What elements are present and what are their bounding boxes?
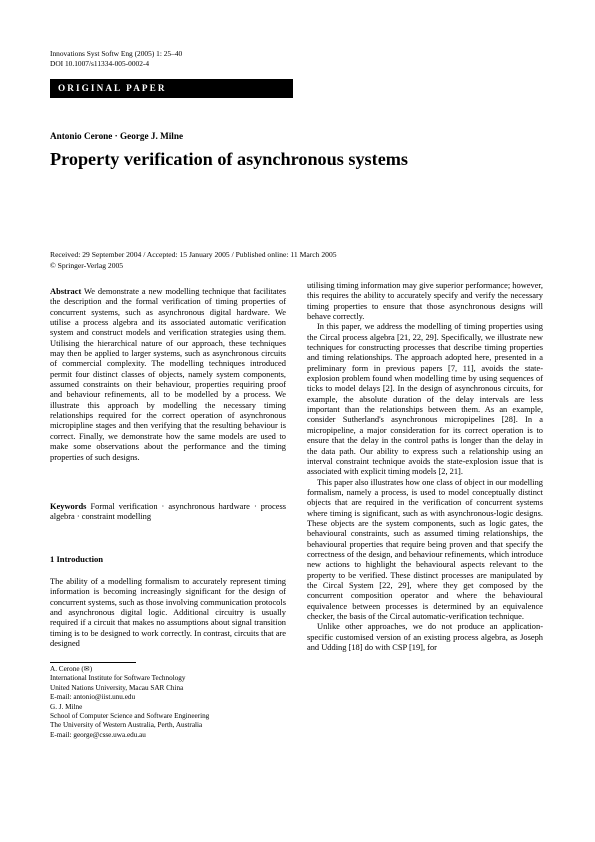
publication-info (50, 250, 337, 271)
footnote-divider (50, 662, 136, 663)
affiliation-author-2: G. J. Milne (50, 702, 83, 711)
right-column (307, 280, 543, 652)
affiliation-institute-1: International Institute for Software Technology (50, 674, 186, 683)
publication-dates: Received: 29 September 2004 / Accepted: 15 January 2005 / Published online: 11 March 2005 (50, 250, 337, 259)
affiliation-author-1: A. Cerone (✉) (50, 665, 93, 673)
paragraph: utilising timing information may give superior performance; however, this requires the ability to accurately specify and verify the necessary timing properties to ensure that those asynchronous designs will behave correctly. (307, 280, 543, 322)
affiliation-university-2: The University of Western Australia, Perth, Australia (50, 721, 203, 730)
copyright: © Springer-Verlag 2005 (50, 260, 124, 270)
keywords-block (50, 501, 286, 522)
affiliation-email-2: E-mail: george@csse.uwa.edu.au (50, 730, 146, 739)
paper-title: Property verification of asynchronous systems (50, 149, 408, 169)
journal-citation: Innovations Syst Softw Eng (2005) 1: 25–40 (50, 49, 183, 58)
doi: DOI 10.1007/s11334-005-0002-4 (50, 59, 150, 68)
affiliation-institute-2: School of Computer Science and Software Engineering (50, 712, 210, 721)
abstract-label: Abstract (50, 286, 82, 296)
paragraph: Unlike other approaches, we do not produce an application-specific customised version of an existing process algebra, as Joseph and Udding [18] do with CSP [19], for (307, 621, 543, 653)
authors: Antonio Cerone · George J. Milne (50, 131, 184, 141)
journal-header (50, 49, 182, 69)
abstract-text: We demonstrate a new modelling technique that facilitates the description and the formal verification of timing properties of concurrent systems, such as asynchronous digital hardware. We utilise a process algebra and its associated automatic verification system and construct models and verification strategies using them. Utilising the hierarchical nature of our approach, these techniques may then be applied to larger systems, such as asynchronous circuits of commercial complexity. The modelling techniques introduced permit four distinct classes of objects, namely system components, assumed constraints on their behaviour, properties requiring proof and behaviour refinements, all to be modelled by a process. We illustrate this approach by modelling the necessary timing relationships required for the correct operation of asynchronous micropipline stages and then verifying that the resulting behaviour is correct. Finally, we demonstrate how the same models are used to make some observations about the performance and the timing properties of such designs. (50, 286, 286, 462)
article-type-label: ORIGINAL PAPER (58, 83, 167, 93)
introduction-paragraph: The ability of a modelling formalism to accurately represent timing information is becoming increasingly significant for the design of concurrent systems, such as those involving communication protocols and asynchronous digital logic. Additional circuitry is usually required if a circuit that makes no assumptions about signal transition timing is to be designed to work correctly. In contrast, circuits that are designed (50, 576, 286, 649)
affiliation-university-1: United Nations University, Macau SAR China (50, 683, 184, 692)
keywords-label: Keywords (50, 501, 87, 511)
abstract-block (50, 286, 286, 462)
article-type-banner (50, 79, 293, 98)
paragraph: In this paper, we address the modelling of timing properties using the Circal process algebra [21, 22, 29]. Specifically, we illustrate new techniques for constructing processes that describe timing properties and timing relationships. The approach adopted here, presented in a preliminary form in previous papers [7, 11], avoids the state-explosion problem found when modelling time by using sequences of ticks to model delays [2]. In the design of asynchronous circuits, for example, the absolute duration of the delay intervals are less important than the relationships between them. As an example, consider Sutherland's asynchronous micropipelines [28]. In a micropipeline, a major consideration for its correct operation is to ensure that the delay in the control paths is longer than the delay in the data path. Our ability to express such a relationship using an interval constraint technique avoids the state-explosion issue that is associated with explicit timing models [2, 21]. (307, 321, 543, 477)
section-heading-introduction: 1 Introduction (50, 554, 104, 564)
affiliations (50, 665, 209, 740)
affiliation-email-1: E-mail: antonio@iist.unu.edu (50, 693, 136, 702)
paragraph: This paper also illustrates how one class of object in our modelling formalism, namely a process, is used to model conceptually distinct objects that are required in the verification of concurrent systems where timing is significant, such as with asynchronous-logic designs. These objects are the system components, such as logic gates, the behavioural constraints, such as assumed timing relationships, the behavioural properties that require being proven and that specify the correctness of the design, and behaviour refinements, which introduce new actions to highlight the behavioural aspects relevant to the property to be verified. These distinct processes are manipulated by the Circal System [22, 29], where they get composed by the concurrent composition operator and where the behavioural equivalence between processes is determined by an equivalence checker, the basis of the Circal automatic-verification technique. (307, 476, 543, 621)
keywords-text: Formal verification · asynchronous hardware · process algebra · constraint modelling (50, 501, 286, 522)
abstract (50, 286, 286, 462)
